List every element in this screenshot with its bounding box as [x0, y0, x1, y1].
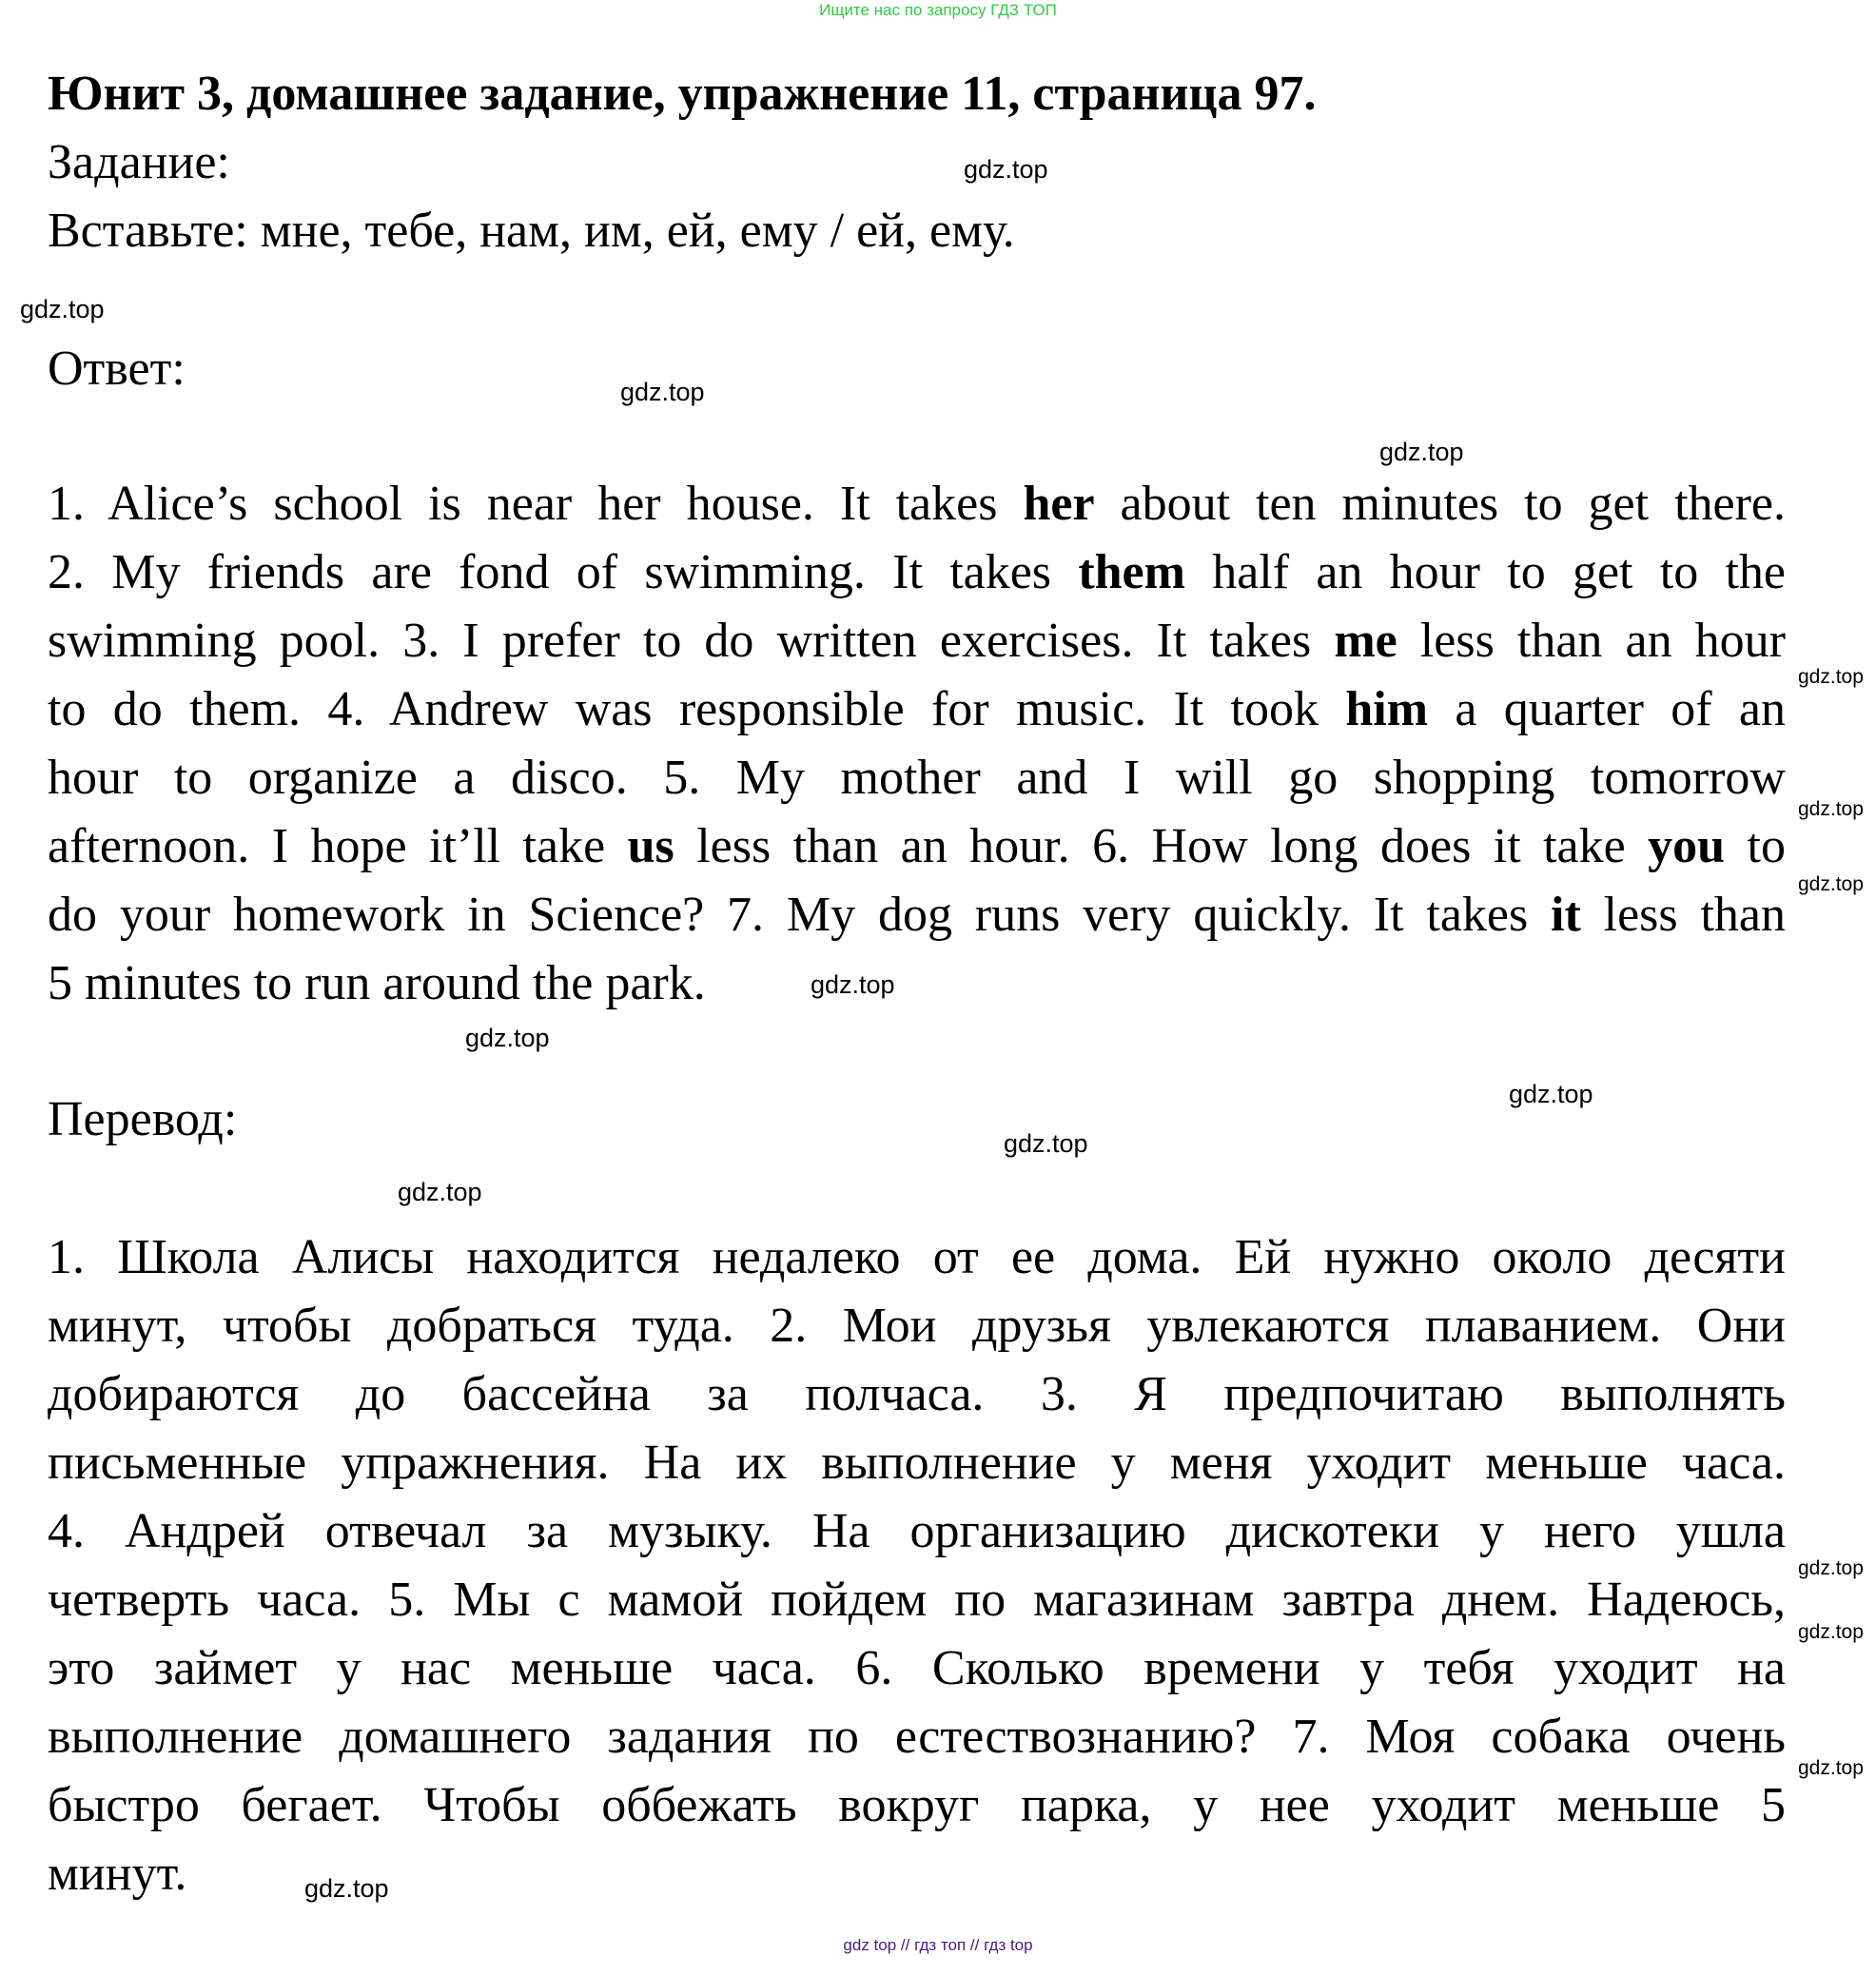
page-title: Юнит 3, домашнее задание, упражнение 11, страница 97. [48, 67, 1317, 121]
translation-paragraph [48, 1223, 1786, 1908]
text-line-content [48, 675, 1786, 744]
watermark: gdz.top [1798, 873, 1864, 895]
text-segment: 1. Alice’s school is near her house. It takes [48, 477, 1024, 531]
text-segment: to [1725, 819, 1786, 873]
text-line-content [48, 881, 1786, 949]
watermark: gdz.top [1798, 666, 1864, 688]
text-line [48, 1292, 1786, 1360]
task-text: Вставьте: мне, тебе, нам, им, ей, ему / ей, ему. [48, 204, 1015, 258]
text-line-content [48, 470, 1786, 538]
text-segment: письменные упражнения. На их выполнение у меня уходит меньше часа. [48, 1436, 1786, 1490]
text-segment: afternoon. I hope it’ll take [48, 819, 628, 873]
watermark: gdz.top [811, 970, 895, 999]
text-segment: 5 minutes to run around the park. [48, 956, 706, 1010]
text-line-content [48, 1497, 1786, 1566]
text-line [48, 1360, 1786, 1429]
text-line-content [48, 1566, 1786, 1634]
watermark: gdz.top [1379, 438, 1464, 466]
watermark: gdz.top [465, 1024, 550, 1052]
text-segment: выполнение домашнего задания по естествознанию? 7. Моя собака очень [48, 1710, 1786, 1764]
text-line-content [48, 949, 706, 1018]
text-segment: 4. Андрей отвечал за музыку. На организацию дискотеки у него ушла [48, 1504, 1786, 1558]
text-segment: hour to organize a disco. 5. My mother and I will go shopping tomorrow [48, 751, 1786, 805]
text-segment: half an hour to get to the [1184, 545, 1786, 599]
answer-word: him [1345, 682, 1429, 736]
text-line [48, 1771, 1786, 1840]
answer-word: me [1334, 614, 1397, 668]
watermark: gdz.top [964, 155, 1048, 184]
text-line-content [48, 1703, 1786, 1771]
answer-word: you [1648, 819, 1726, 873]
watermark: gdz.top [304, 1874, 389, 1903]
text-line-content [48, 812, 1786, 881]
translation-label: Перевод: [48, 1092, 238, 1146]
watermark: gdz.top [398, 1178, 482, 1206]
text-line [48, 470, 1786, 538]
answer-word: her [1023, 477, 1095, 531]
text-line [48, 607, 1786, 675]
text-segment: about ten minutes to get there. [1094, 477, 1786, 531]
text-segment: быстро бегает. Чтобы оббежать вокруг парка, у нее уходит меньше 5 [48, 1778, 1786, 1832]
text-line [48, 1634, 1786, 1703]
text-line [48, 949, 1786, 1018]
watermark: gdz.top [1798, 1557, 1864, 1579]
watermark: gdz.top [1509, 1080, 1593, 1108]
bottom-banner: gdz top // гдз топ // гдз top [843, 1936, 1033, 1954]
text-segment: less than [1580, 888, 1786, 942]
top-banner: Ищите нас по запросу ГДЗ ТОП [819, 1, 1057, 19]
text-segment: 1. Школа Алисы находится недалеко от ее дома. Ей нужно около десяти [48, 1230, 1786, 1284]
text-line [48, 538, 1786, 607]
text-line [48, 812, 1786, 881]
text-line [48, 675, 1786, 744]
text-line-content [48, 1292, 1786, 1360]
text-segment: минут, чтобы добраться туда. 2. Мои друзья увлекаются плаванием. Они [48, 1299, 1786, 1353]
text-segment: a quarter of an [1428, 682, 1787, 736]
text-segment: это займет у нас меньше часа. 6. Сколько времени у тебя уходит на [48, 1641, 1786, 1695]
text-segment: четверть часа. 5. Мы с мамой пойдем по магазинам завтра днем. Надеюсь, [48, 1573, 1786, 1627]
text-line [48, 881, 1786, 949]
text-line [48, 744, 1786, 812]
text-line [48, 1703, 1786, 1771]
text-line-content [48, 1840, 186, 1908]
text-line-content [48, 607, 1786, 675]
watermark: gdz.top [20, 295, 105, 323]
text-line-content [48, 1634, 1786, 1703]
text-line-content [48, 1771, 1786, 1840]
answer-label: Ответ: [48, 342, 186, 396]
task-label: Задание: [48, 135, 230, 189]
answer-word: them [1078, 545, 1185, 599]
answer-word: it [1551, 888, 1581, 942]
text-segment: to do them. 4. Andrew was responsible for music. It took [48, 682, 1346, 736]
text-line [48, 1223, 1786, 1292]
watermark: gdz.top [620, 378, 705, 406]
answer-word: us [627, 819, 674, 873]
text-segment: swimming pool. 3. I prefer to do written exercises. It takes [48, 614, 1335, 668]
text-segment: 2. My friends are fond of swimming. It takes [48, 545, 1079, 599]
text-line-content [48, 744, 1786, 812]
text-segment: less than an hour [1397, 614, 1786, 668]
text-segment: do your homework in Science? 7. My dog runs very quickly. It takes [48, 888, 1552, 942]
text-segment: минут. [48, 1847, 187, 1901]
text-line-content [48, 1360, 1786, 1429]
text-line [48, 1429, 1786, 1497]
text-line [48, 1566, 1786, 1634]
text-line [48, 1497, 1786, 1566]
text-line-content [48, 1223, 1786, 1292]
watermark: gdz.top [1798, 1757, 1864, 1779]
watermark: gdz.top [1798, 798, 1864, 820]
answer-paragraph [48, 470, 1786, 1018]
watermark: gdz.top [1004, 1129, 1088, 1158]
text-line-content [48, 1429, 1786, 1497]
watermark: gdz.top [1798, 1621, 1864, 1643]
text-segment: добираются до бассейна за полчаса. 3. Я предпочитаю выполнять [48, 1367, 1786, 1421]
text-line-content [48, 538, 1786, 607]
text-segment: less than an hour. 6. How long does it take [674, 819, 1649, 873]
